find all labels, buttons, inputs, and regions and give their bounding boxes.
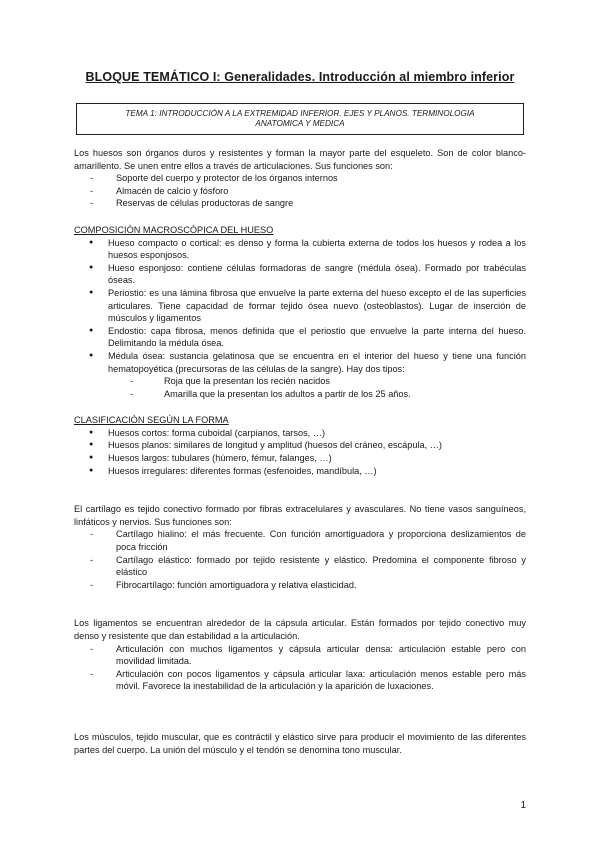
topic-line-1: TEMA 1: INTRODUCCIÓN A LA EXTREMIDAD INFERIOR. EJES Y PLANOS. TERMINOLOGIA — [125, 109, 475, 118]
list-item: ● Huesos largos: tubulares (húmero, fémur, falanges, …) — [74, 452, 526, 465]
page-number: 1 — [520, 800, 526, 811]
ligaments-paragraph: Los ligamentos se encuentran alrededor de la cápsula articular. Están formados por tejido conectivo muy denso y resistente que dan estabilidad a la articulación. — [74, 618, 526, 641]
list-item: ● Hueso compacto o cortical: es denso y forma la cubierta externa de todos los huesos y rodea a los huesos esponjosos. — [74, 237, 526, 262]
list-item: - Articulación con pocos ligamentos y cápsula articular laxa: articulación menos estable pero más móvil. Favorece la inestabilidad de la articulación y la aparición de luxaciones. — [74, 668, 526, 693]
list-item: - Fibrocartílago: función amortiguadora y relativa elasticidad. — [74, 579, 526, 592]
list-item: - Reservas de células productoras de sangre — [74, 197, 526, 210]
topic-box — [76, 103, 524, 135]
list-item: - Cartílago elástico: formado por tejido resistente y elástico. Predomina el componente fibroso y elástico — [74, 554, 526, 579]
bone-functions-list — [74, 172, 526, 210]
document-body — [74, 147, 526, 756]
muscles-paragraph: Los músculos, tejido muscular, que es contráctil y elástico sirve para producir el movimiento de las diferentes partes del cuerpo. La unión del músculo y el tendón se denomina tono muscular. — [74, 731, 526, 755]
list-item: - Roja que la presentan los recién nacidos — [74, 375, 526, 388]
list-item: - Cartílago hialino: el más frecuente. Con función amortiguadora y proporciona deslizamientos de poca fricción — [74, 528, 526, 553]
cartilage-list — [74, 528, 526, 591]
list-item: ● Huesos cortos: forma cuboidal (carpianos, tarsos, …) — [74, 427, 526, 440]
ligaments-list — [74, 643, 526, 693]
list-item: - Amarilla que la presentan los adultos a partir de los 25 años. — [74, 388, 526, 401]
list-item: - Soporte del cuerpo y protector de los órganos internos — [74, 172, 526, 185]
topic-line-2: ANATOMICA Y MEDICA — [255, 119, 345, 128]
composition-list — [74, 237, 526, 376]
list-item: ● Huesos irregulares: diferentes formas (esfenoides, mandíbula, …) — [74, 465, 526, 478]
list-item: - Almacén de calcio y fósforo — [74, 185, 526, 198]
section-heading-composicion: COMPOSICIÓN MACROSCÓPICA DEL HUESO — [74, 224, 274, 235]
list-item: ● Endostio: capa fibrosa, menos definida que el periostio que envuelve la parte interna del hueso. Delimitando la médula ósea. — [74, 325, 526, 350]
list-item: ● Periostio: es una lámina fibrosa que envuelve la parte externa del hueso excepto el de las superficies articulares. Tiene capacidad de formar tejido ósea nuevo (osteoblastos). Lugar de inserción de músculos y ligamentos — [74, 287, 526, 325]
classification-list — [74, 427, 526, 477]
list-item: ● Huesos planos: similares de longitud y amplitud (huesos del cráneo, escápula, …) — [74, 439, 526, 452]
list-item: ● Médula ósea: sustancia gelatinosa que se encuentra en el interior del hueso y tiene una función hematopoyética (precursoras de las células de la sangre). Hay dos tipos: — [74, 350, 526, 375]
section-heading-clasificacion: CLASIFICACIÓN SEGÚN LA FORMA — [74, 415, 229, 426]
cartilage-paragraph: El cartílago es tejido conectivo formado por fibras extracelulares y avasculares. No tiene vasos sanguíneos, linfáticos y nervios. Sus funciones son: — [74, 504, 526, 527]
list-item: - Articulación con muchos ligamentos y cápsula articular densa: articulación estable pero con movilidad limitada. — [74, 643, 526, 668]
list-item: ● Hueso esponjoso: contiene células formadoras de sangre (médula ósea). Formado por trabéculas óseas. — [74, 262, 526, 287]
intro-paragraph: Los huesos son órganos duros y resistentes y forman la mayor parte del esqueleto. Son de color blanco- amarillento. Se unen entre ellos a través de articulaciones. Sus funciones son: — [74, 148, 526, 171]
document-title: BLOQUE TEMÁTICO I: Generalidades. Introducción al miembro inferior — [85, 70, 515, 84]
marrow-types-list — [74, 375, 526, 400]
